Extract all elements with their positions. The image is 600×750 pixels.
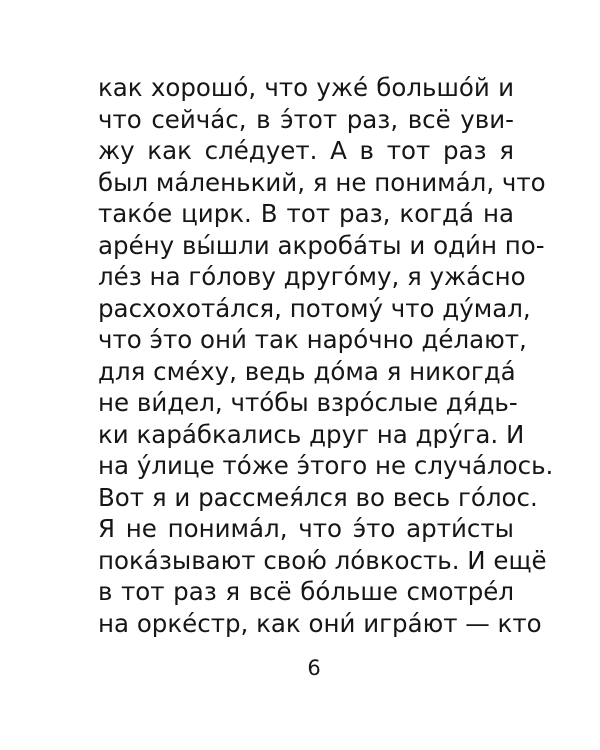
- body-text: [98, 72, 554, 639]
- text-line-12: ки кара́бкались друг на дру́га. И: [98, 419, 525, 449]
- text-line-11: не ви́дел, что́бы взро́слые дя́дь-: [98, 388, 518, 417]
- text-line-18: на орке́стр, как они́ игра́ют — кто: [98, 608, 542, 638]
- text-line-13: на у́лице то́же э́того не случа́лось.: [98, 451, 554, 480]
- text-line-10: для сме́ху, ведь до́ма я никогда́: [98, 356, 516, 386]
- text-line-6: аре́ну вы́шли акроба́ты и оди́н по-: [98, 230, 545, 260]
- text-line-9: что э́то они́ так наро́чно де́лают,: [98, 325, 527, 354]
- text-line-1: как хорошо́, что уже́ большо́й и: [98, 73, 514, 102]
- text-line-3: жу как сле́дует. А в тот раз я: [98, 136, 514, 165]
- text-line-14: Вот я и рассмея́лся во весь го́лос.: [98, 482, 538, 512]
- text-line-5: тако́е цирк. В тот раз, когда́ на: [98, 199, 514, 228]
- page-number: 6: [307, 656, 321, 680]
- text-line-17: в тот раз я всё бо́льше смотре́л: [98, 577, 514, 606]
- text-line-7: ле́з на го́лову друго́му, я ужа́сно: [98, 262, 526, 291]
- text-line-15: Я не понима́л, что э́то арти́сты: [98, 514, 514, 543]
- text-line-2: что сейча́с, в э́тот раз, всё уви-: [98, 104, 514, 134]
- text-line-4: был ма́ленький, я не понима́л, что: [98, 167, 546, 197]
- text-line-16: пока́зывают свою́ ло́вкость. И ещё: [98, 545, 547, 575]
- text-line-8: расхохота́лся, потому́ что ду́мал,: [98, 293, 531, 323]
